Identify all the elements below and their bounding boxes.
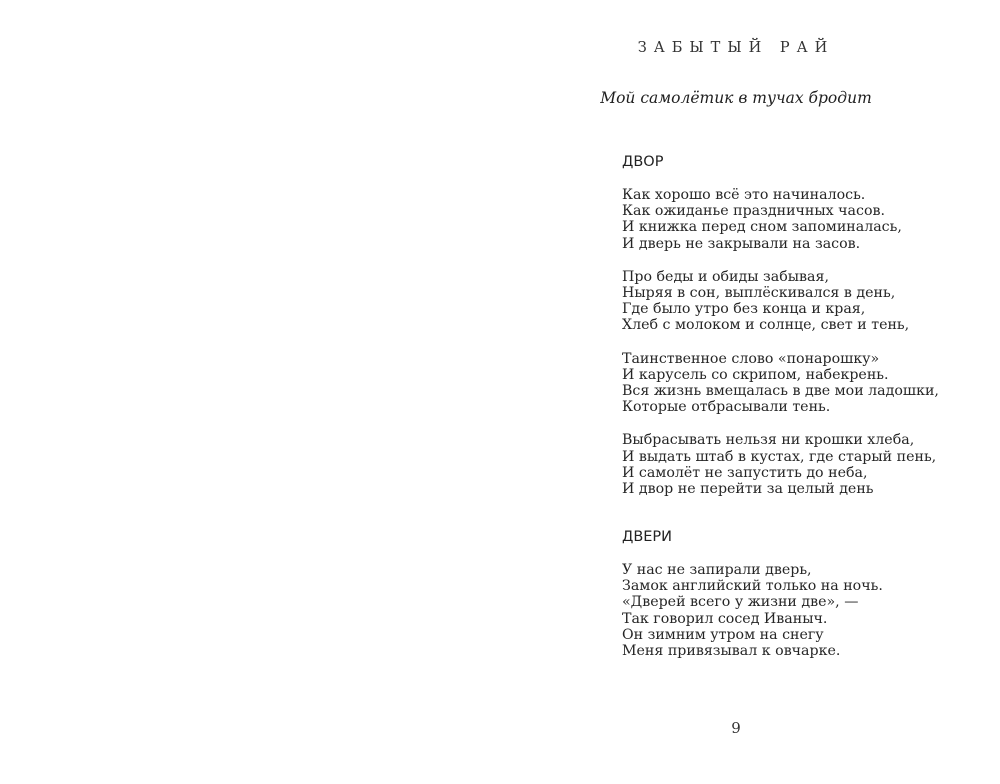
- stanza: [622, 187, 939, 252]
- stanza: [622, 562, 883, 659]
- verse-line: Которые отбрасывали тень.: [622, 399, 831, 416]
- verse-line: Меня привязывал к овчарке.: [622, 643, 841, 660]
- verse-line: Таинственное слово «понарошку»: [622, 350, 880, 367]
- verse-line: «Дверей всего у жизни две», —: [622, 594, 859, 611]
- running-head: ЗАБЫТЫЙ РАЙ: [637, 40, 835, 56]
- stanza: [622, 269, 939, 334]
- verse-line: Замок английский только на ночь.: [622, 578, 883, 595]
- verse-line: Он зимним утром на снегу: [622, 626, 824, 643]
- verse-line: И книжка перед сном запоминалась,: [622, 219, 902, 236]
- poem: [622, 529, 883, 676]
- verse-line: И карусель со скрипом, набекрень.: [622, 366, 889, 383]
- poem-title: ДВОР: [622, 154, 664, 170]
- page-number: 9: [731, 719, 741, 737]
- stanza: [622, 432, 939, 497]
- poem-title: ДВЕРИ: [622, 529, 673, 545]
- verse-line: Так говорил сосед Иваныч.: [622, 610, 828, 627]
- stanza: [622, 351, 939, 416]
- verse-line: И двор не перейти за целый день: [622, 481, 874, 498]
- verse-line: Вся жизнь вмещалась в две мои ладошки,: [622, 383, 939, 400]
- verse-line: Хлеб с молоком и солнце, свет и тень,: [622, 317, 910, 334]
- verse-line: У нас не запирали дверь,: [622, 562, 812, 578]
- verse-line: Ныряя в сон, выплёскивался в день,: [622, 285, 896, 302]
- verse-line: И самолёт не запустить до неба,: [622, 464, 868, 481]
- verse-line: И выдать штаб в кустах, где старый пень,: [622, 448, 937, 465]
- verse-line: Как хорошо всё это начиналось.: [622, 187, 866, 203]
- section-title: Мой самолётик в тучах бродит: [600, 89, 872, 107]
- verse-line: Про беды и обиды забывая,: [622, 268, 829, 285]
- verse-line: Где было утро без конца и края,: [622, 301, 866, 318]
- poem: [622, 154, 939, 514]
- verse-line: Выбрасывать нельзя ни крошки хлеба,: [622, 432, 915, 449]
- verse-line: И дверь не закрывали на засов.: [622, 235, 861, 252]
- verse-line: Как ожиданье праздничных часов.: [622, 203, 885, 220]
